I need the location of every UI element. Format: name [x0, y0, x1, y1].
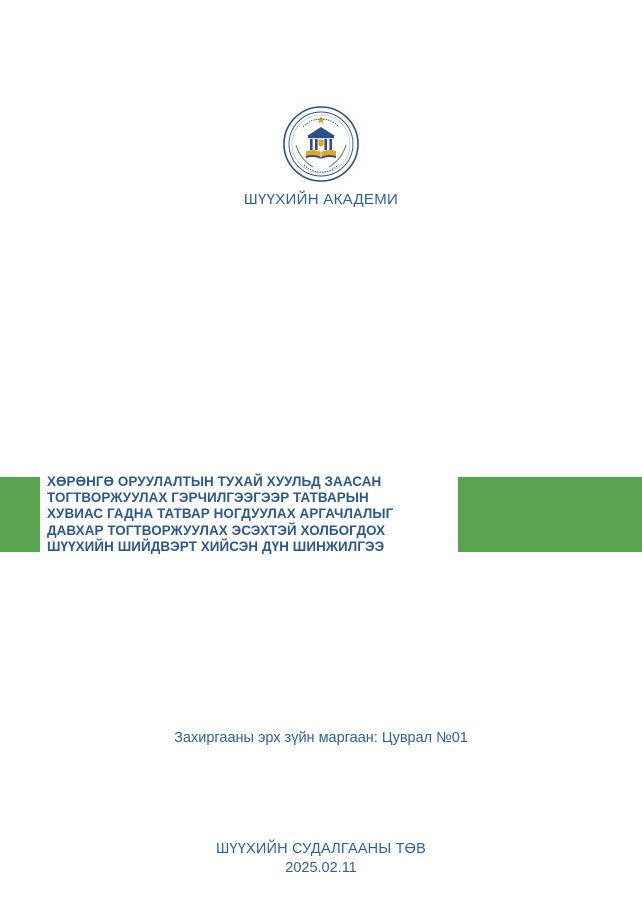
academy-emblem-icon [282, 105, 360, 183]
series-label: Захиргааны эрх зүйн маргаан: Цуврал №01 [174, 730, 468, 746]
accent-band-right [458, 477, 642, 552]
research-center-name: ШҮҮХИЙН СУДАЛГААНЫ ТӨВ [215, 841, 427, 857]
title-line: ШҮҮХИЙН ШИЙДВЭРТ ХИЙСЭН ДҮН ШИНЖИЛГЭЭ [47, 538, 385, 554]
document-title [47, 474, 457, 555]
title-line: ДАВХАР ТОГТВОРЖУУЛАХ ЭСЭХТЭЙ ХОЛБОГДОХ [47, 522, 386, 538]
title-line: ХУВИАС ГАДНА ТАТВАР НОГДУУЛАХ АРГАЧЛАЛЫГ [47, 506, 394, 522]
title-line: ТОГТВОРЖУУЛАХ ГЭРЧИЛГЭЭГЭЭР ТАТВАРЫН [47, 490, 369, 506]
accent-band-left [0, 477, 40, 552]
publication-date: 2025.02.11 [285, 860, 357, 876]
academy-logo [282, 105, 360, 183]
academy-name: ШҮҮХИЙН АКАДЕМИ [243, 191, 399, 208]
title-line: ХӨРӨНГӨ ОРУУЛАЛТЫН ТУХАЙ ХУУЛЬД ЗААСАН [47, 474, 382, 489]
